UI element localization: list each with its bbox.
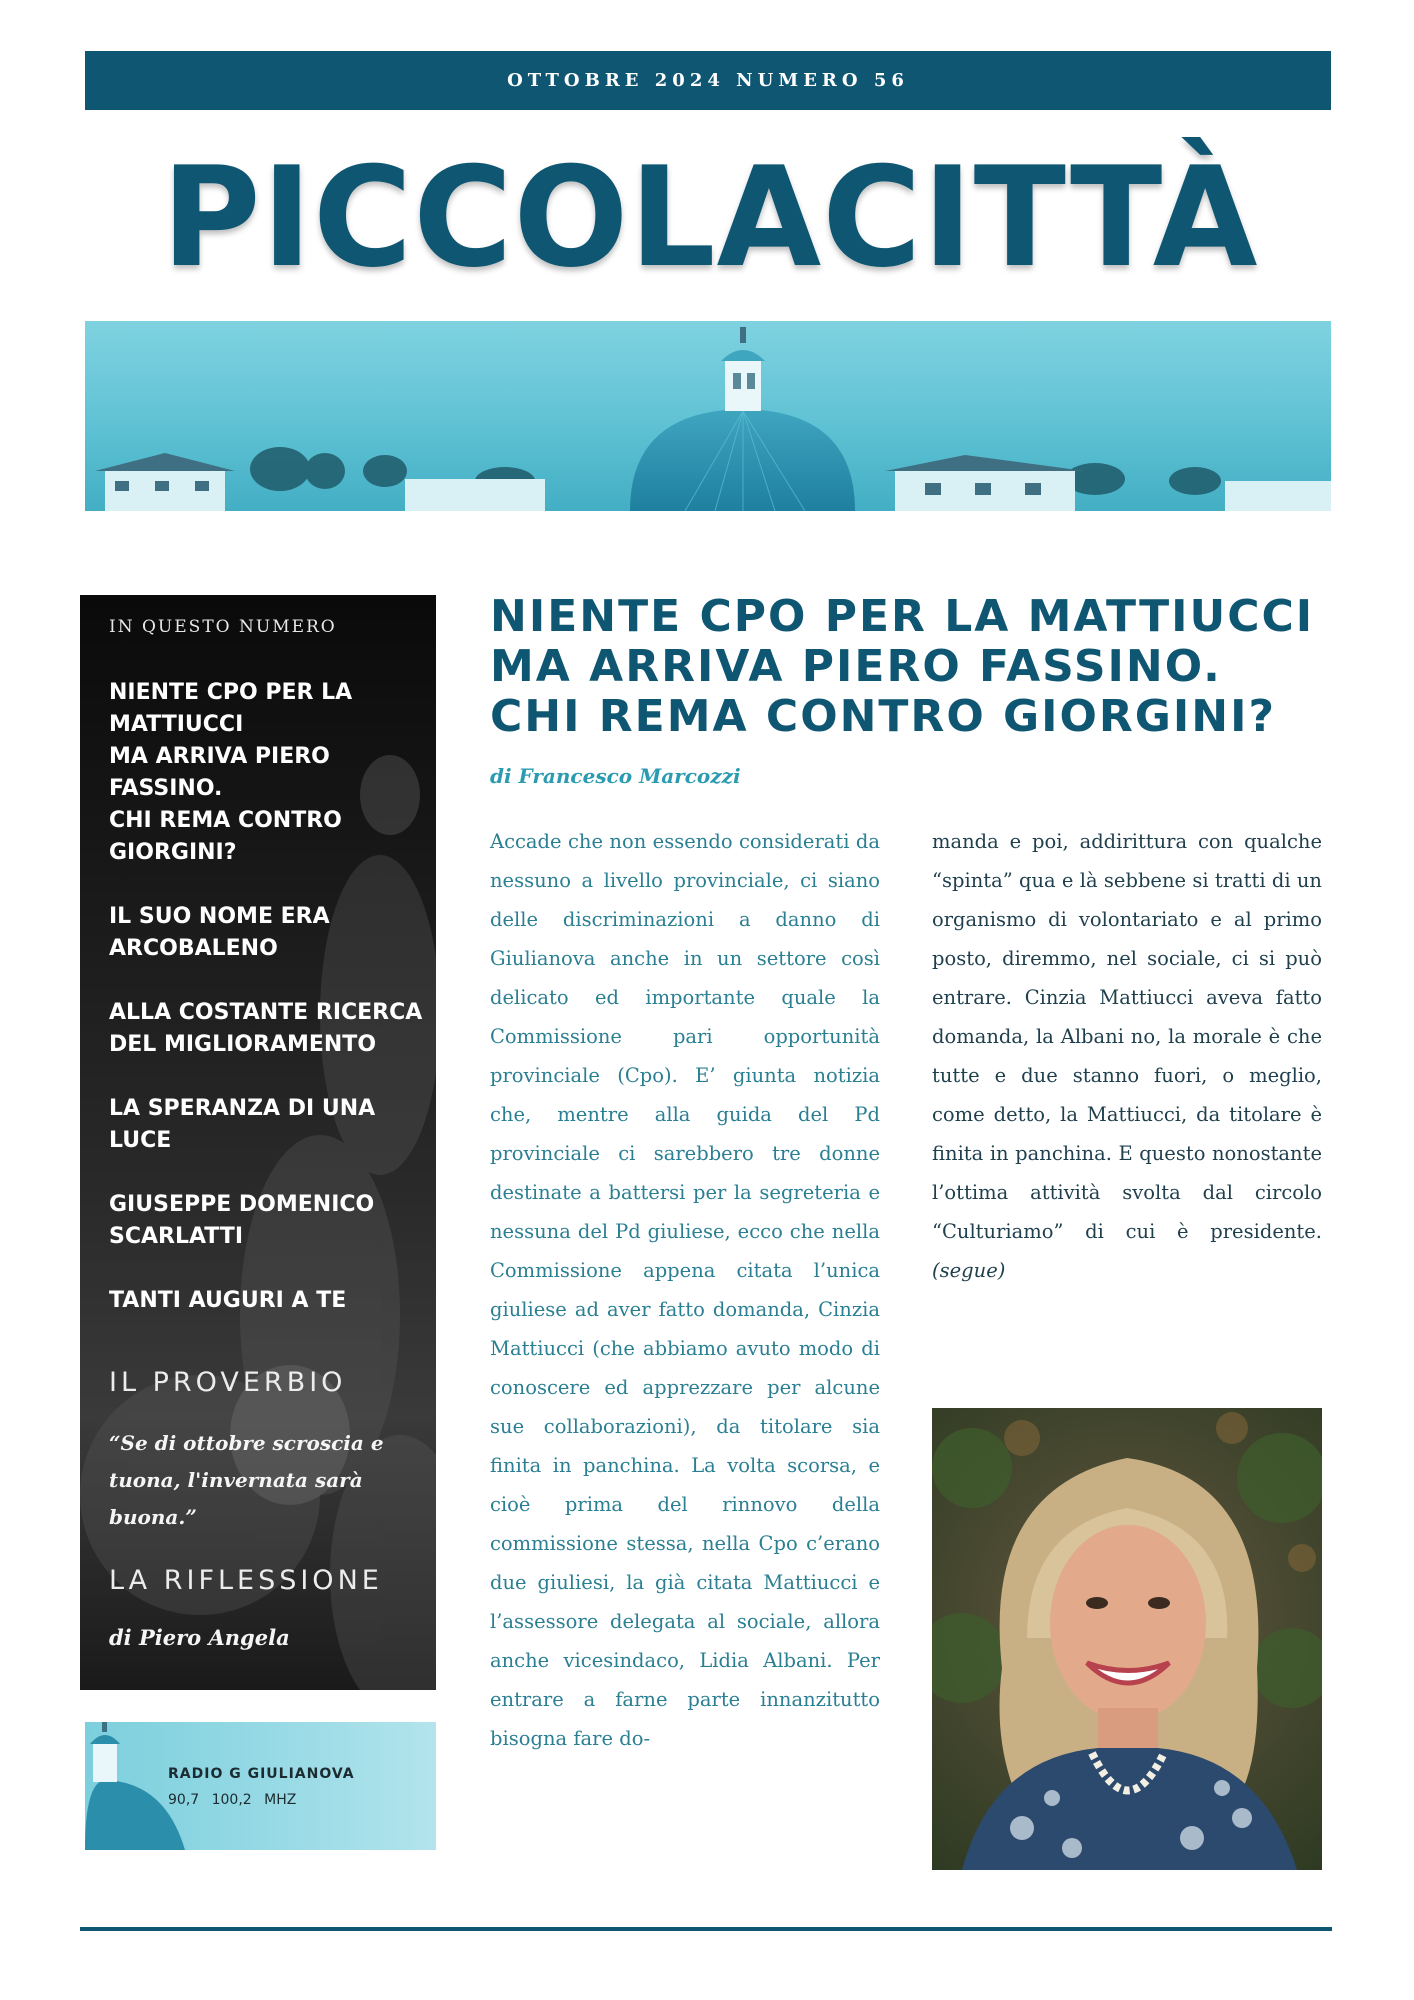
article-column-right — [932, 822, 1322, 1290]
radio-name: RADIO G GIULIANOVA — [168, 1766, 355, 1782]
sidebar — [80, 595, 436, 1690]
toc-item[interactable]: ALLA COSTANTE RICERCA DEL MIGLIORAMENTO — [109, 1000, 423, 1057]
toc-item[interactable]: NIENTE CPO PER LA MATTIUCCI MA ARRIVA PIERO FASSINO. CHI REMA CONTRO GIORGINI? — [109, 680, 353, 865]
bottom-rule — [80, 1927, 1332, 1931]
radio-ad[interactable] — [85, 1722, 436, 1850]
segue-label[interactable]: (segue) — [932, 1259, 1006, 1282]
toc-item[interactable]: IL SUO NOME ERA ARCOBALENO — [109, 904, 330, 961]
radio-frequencies: 90,7 100,2 MHZ — [168, 1792, 297, 1808]
table-of-contents — [109, 677, 427, 1349]
hero-image — [85, 321, 1331, 511]
issue-banner — [85, 51, 1331, 110]
article-headline: NIENTE CPO PER LA MATTIUCCI MA ARRIVA PIERO FASSINO. CHI REMA CONTRO GIORGINI? — [490, 591, 1315, 742]
issue-line: OTTOBRE 2024 NUMERO 56 — [507, 70, 909, 91]
proverb-heading: IL PROVERBIO — [109, 1367, 347, 1398]
article-column-left: Accade che non essendo considerati da nessuno a livello provinciale, ci siano delle discriminazioni a danno di Giulianova anche in un settore così delicato ed importante quale la Commissione pari opportunità provinciale (Cpo). E’ giunta notizia che, mentre alla guida del Pd provinciale ci sarebbero tre donne destinate a battersi per la segreteria e nessuna del Pd giuliese, ecco che nella Commissione appena citata l’unica giuliese ad aver fatto domanda, Cinzia Mattiucci (che abbiamo avuto modo di conoscere ed apprezzare per alcune sue collaborazioni), da titolare sia finita in panchina. La volta scorsa, e cioè prima del rinnovo della commissione stessa, nella Cpo c’erano due giuliesi, la già citata Mattiucci e l’assessore delegata al sociale, allora anche vicesindaco, Lidia Albani. Per entrare a farne parte innanzitutto bisogna fare do- — [490, 830, 880, 1750]
article-byline: di Francesco Marcozzi — [490, 764, 741, 788]
proverb-text: “Se di ottobre scroscia e tuona, l'invernata sarà buona.” — [109, 1431, 384, 1529]
article-photo — [932, 1408, 1322, 1870]
reflection-heading: LA RIFLESSIONE — [109, 1565, 383, 1596]
toc-item[interactable]: GIUSEPPE DOMENICO SCARLATTI — [109, 1192, 375, 1249]
reflection-author: di Piero Angela — [109, 1625, 290, 1650]
article-column-right-text: manda e poi, addirittura con qualche “spinta” qua e là sebbene si tratti di un organismo di volontariato e al primo posto, diremmo, nel sociale, ci si può entrare. Cinzia Mattiucci aveva fatto domanda, la Albani no, la morale è che tutte e due stanno fuori, o meglio, come detto, la Mattiucci, da titolare è finita in panchina. E questo nonostante l’ottima attività svolta dal circolo “Culturiamo” di cui è presidente. — [932, 830, 1322, 1243]
toc-item[interactable]: LA SPERANZA DI UNA LUCE — [109, 1096, 376, 1153]
in-this-issue-label: IN QUESTO NUMERO — [109, 617, 337, 637]
newspaper-title: PICCOLACITTÀ — [161, 137, 1259, 298]
toc-item[interactable]: TANTI AUGURI A TE — [109, 1288, 347, 1313]
